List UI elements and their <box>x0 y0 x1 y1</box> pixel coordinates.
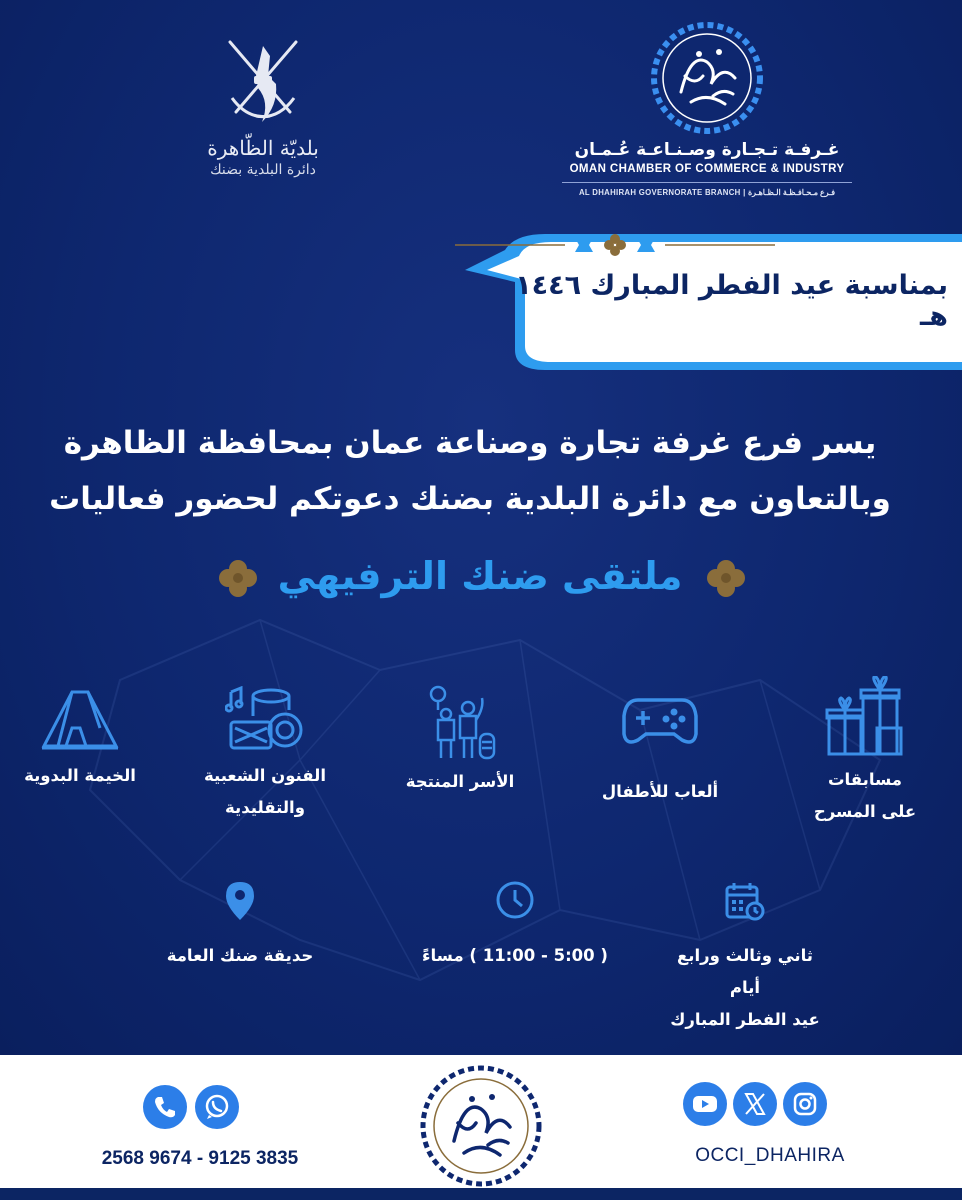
phone-button[interactable] <box>143 1085 187 1129</box>
gamepad-icon <box>622 694 698 748</box>
activity-kids-games <box>580 694 740 808</box>
activity-stage-competitions <box>790 676 940 828</box>
activity-folk-arts <box>185 686 345 824</box>
municipality-name: بلديّة الظّاهرة <box>207 136 319 160</box>
chamber-branch: AL DHAHIRAH GOVERNORATE BRANCH | فـرع مـحـافـظـة الـظـاهـرة <box>578 188 836 197</box>
chamber-divider <box>562 182 852 183</box>
chamber-calligraphy-seal-icon <box>651 22 763 134</box>
activity-label: الخيمة البدوية <box>24 766 136 785</box>
activity-label: ألعاب للأطفال <box>601 782 719 801</box>
invitation-text <box>40 415 900 527</box>
oman-khanjar-emblem-icon <box>218 36 308 128</box>
activity-productive-families <box>380 684 540 798</box>
gift-boxes-icon <box>825 676 905 758</box>
footer-bottom-bar <box>0 1188 962 1200</box>
instagram-button[interactable] <box>783 1082 827 1126</box>
event-title: ملتقى ضنك الترفيهي <box>277 554 683 598</box>
social-handle[interactable]: OCCI_DHAHIRA <box>695 1145 845 1166</box>
phone-numbers[interactable]: 2568 9674 - 9125 3835 <box>101 1148 299 1169</box>
banner-ornament <box>455 230 775 260</box>
detail-time <box>405 880 625 972</box>
activity-label: مسابقات على المسرح <box>813 770 917 821</box>
clock-icon <box>495 880 535 920</box>
x-icon <box>733 1082 777 1126</box>
detail-days <box>665 880 825 1036</box>
invitation-line-2: وبالتعاون مع دائرة البلدية بضنك دعوتكم لحضور فعاليات <box>49 481 891 517</box>
activity-label: الفنون الشعبية والتقليدية <box>203 766 327 817</box>
activity-label: الأسر المنتجة <box>405 772 515 791</box>
calendar-icon <box>724 880 766 922</box>
chamber-seal-footer-icon <box>420 1065 542 1187</box>
family-booth-icon <box>422 684 498 760</box>
detail-days-text: ثاني وثالث ورابع أيام عيد الفطر المبارك <box>670 946 820 1029</box>
chamber-name-arabic: غـرفـة تـجـارة وصـنـاعـة عُـمـان <box>574 140 840 160</box>
whatsapp-button[interactable] <box>195 1085 239 1129</box>
flower-ornament-icon <box>706 560 746 598</box>
phone-icon <box>143 1085 187 1129</box>
detail-time-text: ( 5:00 - 11:00 ) مساءً <box>422 946 608 965</box>
banner-title: بمناسبة عيد الفطر المبارك ١٤٤٦ هـ <box>515 270 948 332</box>
detail-location-text: حديقة ضنك العامة <box>166 946 314 965</box>
eid-banner <box>455 230 962 375</box>
municipality-department: دائرة البلدية بضنك <box>210 162 316 178</box>
youtube-icon <box>683 1082 727 1126</box>
chamber-name-english: OMAN CHAMBER OF COMMERCE & INDUSTRY <box>569 163 845 175</box>
tent-icon <box>40 688 120 752</box>
youtube-button[interactable] <box>683 1082 727 1126</box>
chamber-logo <box>548 22 866 212</box>
x-button[interactable] <box>733 1082 777 1126</box>
whatsapp-icon <box>195 1085 239 1129</box>
instagram-icon <box>783 1082 827 1126</box>
footer <box>0 1055 962 1200</box>
invitation-line-1: يسر فرع غرفة تجارة وصناعة عمان بمحافظة الظاهرة <box>63 425 877 461</box>
drums-music-icon <box>225 686 305 754</box>
activity-bedouin-tent <box>10 688 150 792</box>
location-pin-icon <box>224 880 256 922</box>
detail-location <box>160 880 320 972</box>
municipality-logo <box>178 36 348 196</box>
